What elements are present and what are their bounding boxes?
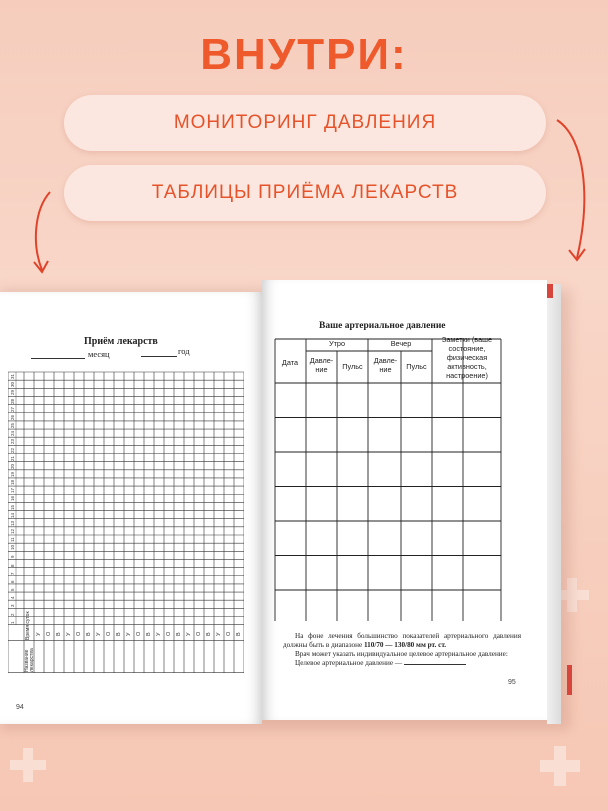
para-doctor: Врач может указать индивидуальное целевое артериальное давление:	[295, 650, 508, 658]
time-code: У	[36, 632, 42, 636]
day-number: 30	[10, 382, 15, 388]
month-label: месяц	[88, 349, 110, 359]
para-normal-range: На фоне лечения большинство показателей артериального давления должны быть в диапазоне	[283, 632, 521, 649]
day-number: 10	[10, 545, 15, 551]
time-code: О	[46, 631, 52, 636]
day-number: 19	[10, 471, 15, 477]
left-page-number: 94	[16, 704, 24, 711]
header-evening-pressure: Давле-ние	[373, 356, 398, 374]
day-number: 6	[10, 580, 15, 583]
day-number: 9	[10, 555, 15, 559]
day-number: 11	[10, 537, 15, 543]
time-code: О	[226, 631, 232, 636]
bookmark-top	[547, 284, 553, 298]
para-target: Целевое артериальное давление —	[295, 659, 403, 667]
target-line	[404, 664, 466, 665]
header-morning-pulse: Пульс	[342, 362, 363, 371]
para-range-value: 110/70 — 130/80 мм рт. ст.	[363, 641, 447, 649]
day-number: 16	[10, 496, 15, 502]
curved-arrow-left-icon	[28, 190, 58, 280]
info-paragraph	[283, 632, 521, 668]
feature-pill-medication: ТАБЛИЦЫ ПРИЁМА ЛЕКАРСТВ	[64, 165, 546, 221]
year-line	[141, 356, 177, 357]
curved-arrow-right-icon	[555, 118, 595, 268]
time-code: В	[176, 631, 182, 636]
day-number: 2	[10, 612, 15, 616]
medication-table	[8, 368, 244, 674]
time-code: У	[96, 632, 102, 636]
time-code: В	[206, 631, 212, 636]
year-label: год	[178, 346, 190, 356]
time-code: О	[166, 631, 172, 636]
day-number: 20	[10, 463, 15, 469]
day-number: 28	[10, 398, 15, 404]
header-notes: Заметки (ваше состояние, физическая активность, настроение)	[441, 335, 493, 380]
day-number: 15	[10, 504, 15, 510]
day-number: 18	[10, 480, 15, 486]
day-number: 22	[10, 447, 15, 453]
day-number: 4	[10, 596, 15, 600]
header-date: Дата	[281, 358, 299, 367]
day-number: 8	[10, 564, 15, 567]
time-code: У	[66, 632, 72, 636]
month-line	[31, 358, 85, 359]
time-code: В	[236, 631, 242, 636]
day-number: 1	[10, 621, 15, 624]
time-code: О	[136, 631, 142, 636]
day-number: 25	[10, 423, 15, 429]
right-page-number: 95	[508, 679, 516, 686]
header-morning: Утро	[328, 339, 346, 348]
time-code: О	[196, 631, 202, 636]
day-number: 21	[10, 455, 15, 461]
day-number: 31	[10, 374, 15, 380]
time-code: В	[116, 631, 122, 636]
right-page-title: Ваше артериальное давление	[319, 321, 446, 331]
hero-title: ВНУТРИ:	[200, 30, 408, 79]
feature-pill-pressure: МОНИТОРИНГ ДАВЛЕНИЯ	[64, 95, 546, 151]
time-code: У	[156, 632, 162, 636]
time-code: В	[146, 631, 152, 636]
header-evening: Вечер	[390, 339, 412, 348]
book-spine	[547, 284, 561, 724]
day-number: 26	[10, 414, 15, 420]
day-number: 14	[10, 512, 15, 518]
time-code: У	[216, 632, 222, 636]
day-number: 24	[10, 431, 15, 437]
left-page-title: Приём лекарств	[84, 336, 158, 347]
time-code: У	[186, 632, 192, 636]
col-header-time: Время суток	[25, 611, 31, 640]
time-code: В	[86, 631, 92, 636]
day-number: 27	[10, 406, 15, 412]
day-number: 12	[10, 528, 15, 534]
day-number: 13	[10, 520, 15, 526]
header-morning-pressure: Давле-ние	[309, 356, 334, 374]
day-number: 3	[10, 604, 15, 608]
day-number: 17	[10, 488, 15, 494]
day-number: 29	[10, 390, 15, 396]
time-code: У	[126, 632, 132, 636]
time-code: О	[106, 631, 112, 636]
col-header-name: Название лекарства	[24, 647, 35, 672]
day-number: 7	[10, 572, 15, 575]
bookmark-bottom	[567, 665, 572, 695]
time-code: В	[56, 631, 62, 636]
day-number: 5	[10, 588, 15, 592]
header-evening-pulse: Пульс	[406, 362, 427, 371]
day-number: 23	[10, 439, 15, 445]
time-code: О	[76, 631, 82, 636]
